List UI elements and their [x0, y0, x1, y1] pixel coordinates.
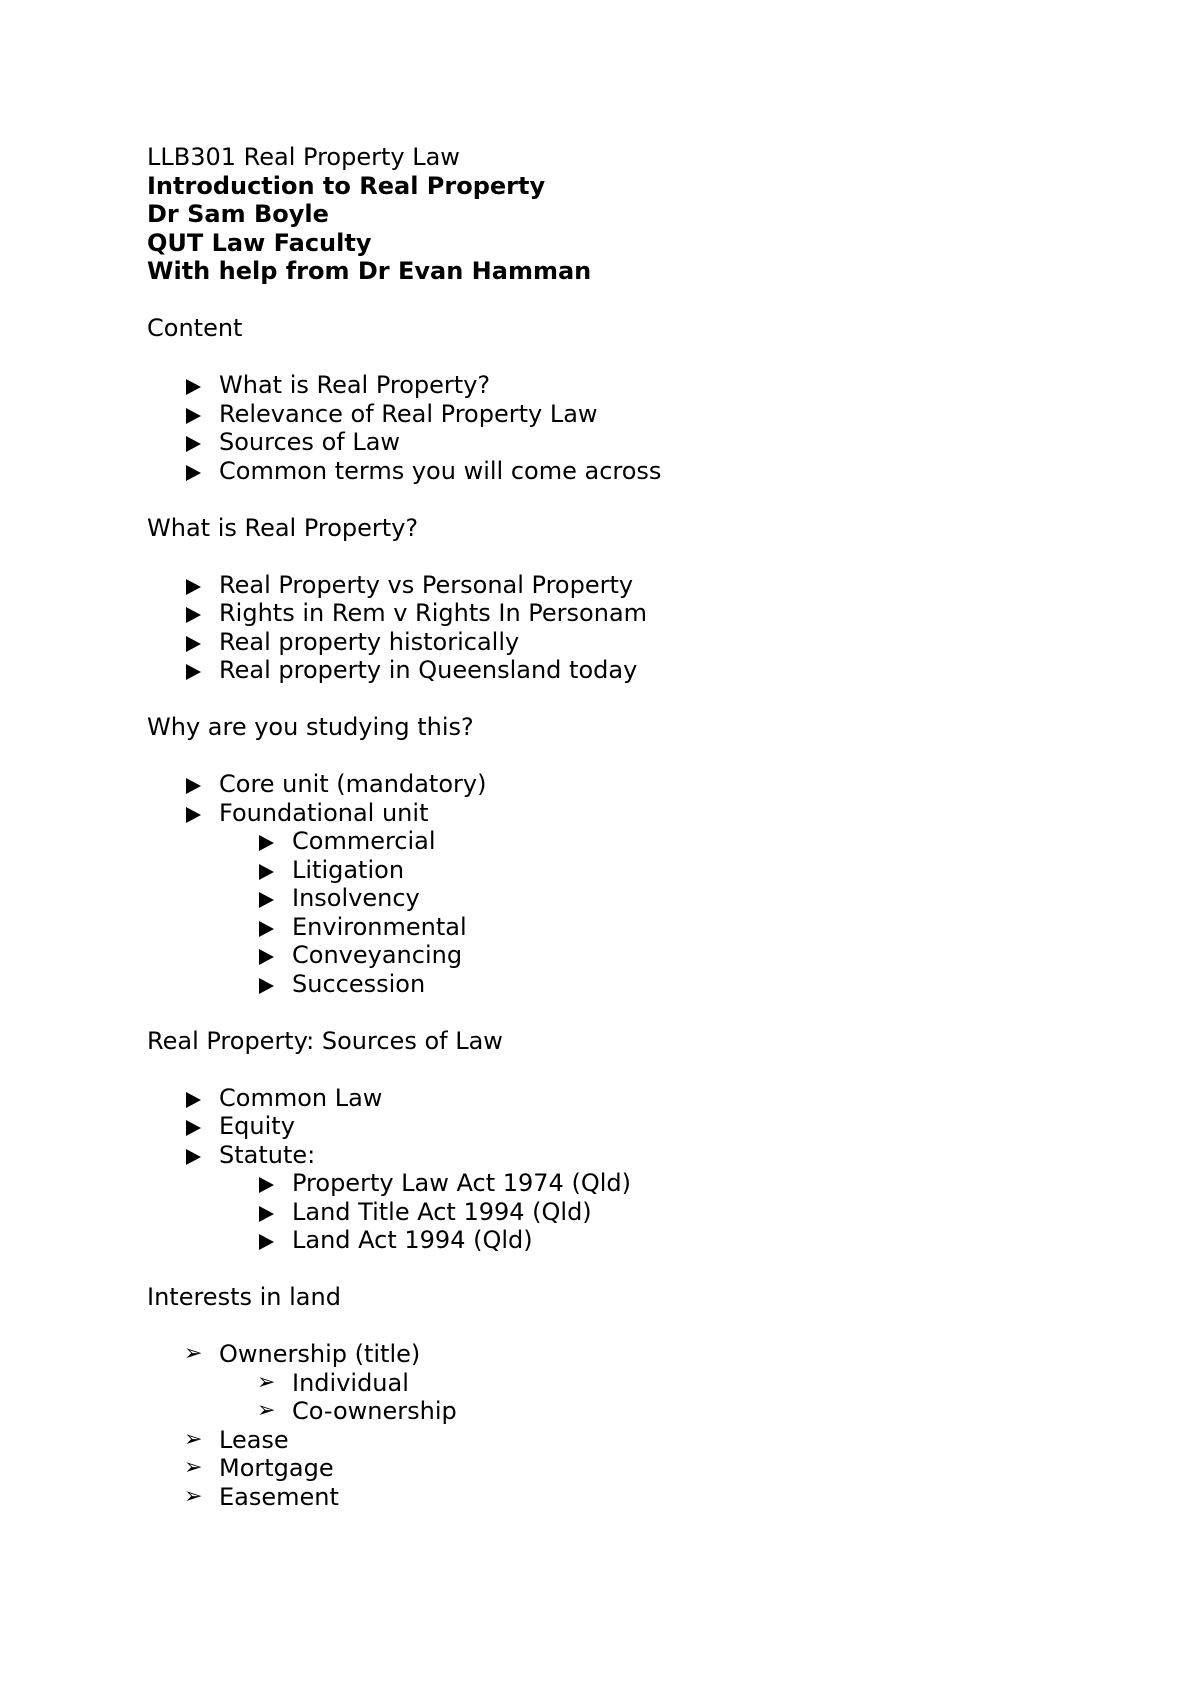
triangle-bullet-icon: [259, 892, 274, 908]
triangle-bullet-icon: [186, 636, 201, 652]
triangle-bullet-icon: [259, 1234, 274, 1250]
list-item: Statute:: [147, 1141, 1127, 1170]
triangle-bullet-icon: [186, 607, 201, 623]
triangle-bullet-icon: [186, 664, 201, 680]
arrow-bullet-icon: ➢: [257, 1369, 276, 1395]
triangle-bullet-icon: [186, 1149, 201, 1165]
page-title: Introduction to Real Property: [147, 171, 546, 200]
triangle-bullet-icon: [259, 864, 274, 880]
triangle-bullet-icon: [259, 921, 274, 937]
sub-list-item: Succession: [147, 970, 1127, 999]
list-item: Common terms you will come across: [147, 457, 1127, 486]
list-item: Real Property vs Personal Property: [147, 571, 1127, 600]
section-heading-what-is-real-property: What is Real Property?: [147, 513, 419, 542]
triangle-bullet-icon: [186, 465, 201, 481]
author-name: Dr Sam Boyle: [147, 200, 329, 228]
arrow-bullet-icon: ➢: [257, 1398, 276, 1423]
arrow-bullet-icon: ➢: [184, 1455, 203, 1480]
triangle-bullet-icon: [259, 978, 274, 994]
arrow-bullet-icon: ➢: [184, 1483, 203, 1509]
list-item: Relevance of Real Property Law: [147, 400, 1127, 429]
sub-list-item: ➢ Individual: [257, 1368, 409, 1397]
sub-list-item: Environmental: [147, 913, 1127, 942]
sub-list-item: Commercial: [147, 827, 1127, 856]
sub-list-item: Land Act 1994 (Qld): [147, 1226, 1127, 1255]
sub-list-item: Property Law Act 1974 (Qld): [147, 1169, 1127, 1198]
list-item: Common Law: [147, 1084, 1127, 1113]
sub-list-item: ➢ Co-ownership: [257, 1397, 457, 1425]
list-item: Real property historically: [147, 628, 1127, 657]
triangle-bullet-icon: [186, 579, 201, 595]
course-title: LLB301 Real Property Law: [147, 143, 460, 171]
list-item: Equity: [147, 1112, 1127, 1141]
section-heading-sources-of-law: Real Property: Sources of Law: [147, 1026, 503, 1055]
sub-list-item: Conveyancing: [147, 941, 1127, 970]
arrow-bullet-icon: ➢: [184, 1426, 203, 1452]
list-item: What is Real Property?: [147, 371, 1127, 400]
arrow-bullet-icon: ➢: [184, 1341, 203, 1366]
triangle-bullet-icon: [186, 1092, 201, 1108]
triangle-bullet-icon: [259, 1206, 274, 1222]
list-item: Core unit (mandatory): [147, 770, 1127, 799]
triangle-bullet-icon: [186, 778, 201, 794]
triangle-bullet-icon: [186, 1120, 201, 1136]
triangle-bullet-icon: [259, 1177, 274, 1193]
triangle-bullet-icon: [186, 807, 201, 823]
sub-list-item: Land Title Act 1994 (Qld): [147, 1198, 1127, 1227]
triangle-bullet-icon: [259, 949, 274, 965]
triangle-bullet-icon: [186, 436, 201, 452]
section-heading-content: Content: [147, 314, 243, 342]
acknowledgement: With help from Dr Evan Hamman: [147, 257, 592, 285]
sub-list-item: Litigation: [147, 856, 1127, 885]
list-item: Rights in Rem v Rights In Personam: [147, 599, 1127, 628]
triangle-bullet-icon: [259, 835, 274, 851]
sub-list-item: Insolvency: [147, 884, 1127, 913]
section-heading-why-studying: Why are you studying this?: [147, 713, 474, 741]
document-page: [147, 143, 1127, 1511]
triangle-bullet-icon: [186, 379, 201, 395]
faculty-name: QUT Law Faculty: [147, 228, 372, 257]
list-item: Sources of Law: [147, 428, 1127, 457]
list-item: Foundational unit: [147, 799, 1127, 828]
list-item: ➢ Easement: [184, 1482, 339, 1511]
section-heading-interests-in-land: Interests in land: [147, 1283, 341, 1311]
list-item: ➢ Mortgage: [184, 1454, 334, 1482]
list-item: ➢ Lease: [184, 1425, 289, 1454]
list-item: Real property in Queensland today: [147, 656, 1127, 685]
list-item: ➢ Ownership (title): [184, 1340, 421, 1368]
triangle-bullet-icon: [186, 408, 201, 424]
